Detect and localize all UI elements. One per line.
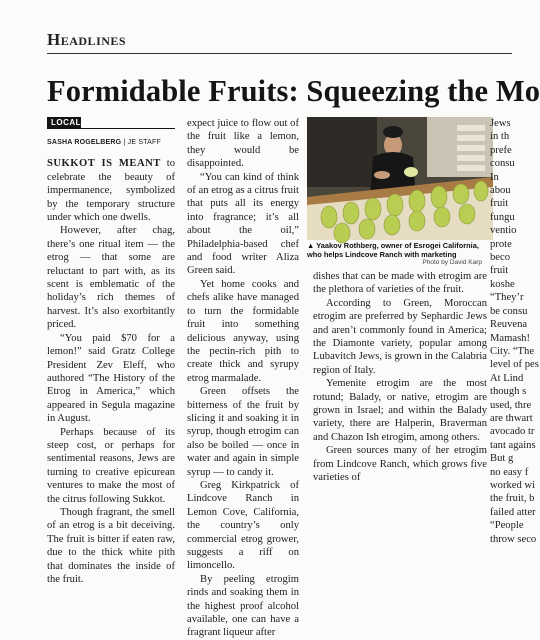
- column-line: tant agains: [490, 439, 536, 451]
- caption-arrow-icon: ▲: [307, 241, 315, 250]
- article-photo: [307, 117, 493, 240]
- byline-author: SASHA ROGELBERG: [47, 139, 122, 146]
- column-line: used, thre: [490, 399, 532, 411]
- article-column-4: [490, 117, 539, 546]
- byline: SASHA ROGELBERG | JE STAFF: [47, 139, 161, 146]
- column-line: fruit: [490, 265, 509, 277]
- paragraph: By peeling etrogim rinds and soaking them in the highest proof alcohol available, one can have a fragrant liqueur after: [187, 573, 299, 639]
- column-line: avocado tr: [490, 426, 535, 438]
- column-line: prefe: [490, 144, 512, 156]
- column-line: failed atter: [490, 506, 536, 518]
- column-line: are thwart: [490, 412, 533, 424]
- photo-caption: [307, 242, 482, 268]
- paragraph: “You can kind of think of an etrog as a citrus fruit that puts all its energy into fragrance; it’s all about the oil,” Philadelphia-based chef and food writer Aliza Green said.: [187, 171, 299, 277]
- column-line: City. “The: [490, 345, 535, 357]
- paragraph: According to Green, Moroccan etrogim are preferred by Sephardic Jews and aren’t commonly found in America; the Diamonte variety, popular among Lubavitch Jews, is grown in the Calabria region of Italy.: [313, 297, 487, 376]
- paragraph: Greg Kirkpatrick of Lindcove Ranch in Lemon Cove, California, the country’s only commercial etrog grower, suggests a riff on limoncello.: [187, 479, 299, 572]
- column-line: Jews: [490, 118, 511, 129]
- column-line: ventio: [490, 225, 517, 237]
- column-line: throw seco: [490, 533, 537, 545]
- column-line: But g: [490, 453, 514, 465]
- column-line: “People: [490, 520, 524, 532]
- section-divider: [47, 53, 512, 54]
- column-line: the fruit, b: [490, 493, 535, 505]
- column-line: consu: [490, 158, 515, 170]
- column-line: worked wi: [490, 479, 536, 491]
- photo-illustration: [307, 117, 493, 240]
- column-line: Reuvena: [490, 319, 528, 331]
- paragraph: expect juice to flow out of the fruit like a lemon, they would be disappointed.: [187, 118, 299, 170]
- column-line: be consu: [490, 305, 528, 317]
- local-tag: LOCAL: [47, 117, 175, 129]
- column-line: in th: [490, 131, 510, 143]
- lead-in: SUKKOT IS MEANT: [47, 158, 161, 170]
- byline-role: JE STAFF: [127, 139, 161, 146]
- column-line: fungu: [490, 211, 515, 223]
- caption-text: Yaakov Rothberg, owner of Esrogei California, who helps Lindcove Ranch with marketing: [307, 241, 479, 259]
- column-line: fruit: [490, 198, 509, 210]
- column-line: In: [490, 171, 499, 183]
- column-line: abou: [490, 185, 511, 197]
- paragraph: However, after chag, there’s one ritual item — the etrog — that some are reluctant to part with, as its scent is emblematic of the holiday’s rich themes of harvest. It’s also exorbitantly priced.: [47, 225, 175, 331]
- paragraph: Green sources many of her etrogim from Lindcove Ranch, which grows five varieties of: [313, 445, 487, 484]
- paragraph: SUKKOT IS MEANT to celebrate the beauty of impermanence, symbolized by the temporary structure under which one dwells.: [47, 158, 175, 224]
- paragraph: Yet home cooks and chefs alike have managed to turn the formidable fruit into something delicious anyway, using the pectin-rich pith to create thick and syrupy etrog marmalade.: [187, 278, 299, 384]
- article-column-1: [47, 117, 175, 586]
- article-column-3: [313, 270, 487, 485]
- photo-credit: Photo by David Karp: [422, 259, 482, 267]
- column-line: though s: [490, 386, 527, 398]
- section-header: Headlines: [47, 30, 127, 49]
- article-column-2: [187, 117, 299, 640]
- column-line: koshe: [490, 278, 515, 290]
- paragraph: dishes that can be made with etrogim are the plethora of varieties of the fruit.: [313, 271, 487, 296]
- article-headline: Formidable Fruits: Squeezing the Mo: [47, 74, 540, 108]
- column-line: level of pes: [490, 359, 539, 371]
- column-line: At Lind: [490, 372, 524, 384]
- paragraph: Perhaps because of its steep cost, or perhaps for sentimental reasons, Jews are turning to creative epicurean ventures to make the most of the citrus following Sukkot.: [47, 426, 175, 505]
- column-line: no easy f: [490, 466, 529, 478]
- column-line: Mamash!: [490, 332, 531, 344]
- column-line: beco: [490, 252, 510, 264]
- column-line: prote: [490, 238, 512, 250]
- paragraph: Though fragrant, the smell of an etrog is a bit deceiving. The fruit is bitter if eaten raw, due to the thick white pith that dominates the inside of the fruit.: [47, 506, 175, 585]
- paragraph: “You paid $70 for a lemon!” said Gratz College President Zev Eleff, who authored “The History of the Etrog in America,” which appeared in Segula magazine in August.: [47, 332, 175, 425]
- paragraph: Green offsets the bitterness of the fruit by slicing it and soaking it in syrup, though etrogim can also be boiled — once in water and again in simple syrup — to candy it.: [187, 386, 299, 478]
- column-line: “They’r: [490, 292, 524, 304]
- paragraph: Yemenite etrogim are the most rotund; Balady, or native, etrogim are grown in Israel; and within the Balady variety, there are Halperin, Braverman and Chazon Ish etrogim, among others.: [313, 378, 487, 443]
